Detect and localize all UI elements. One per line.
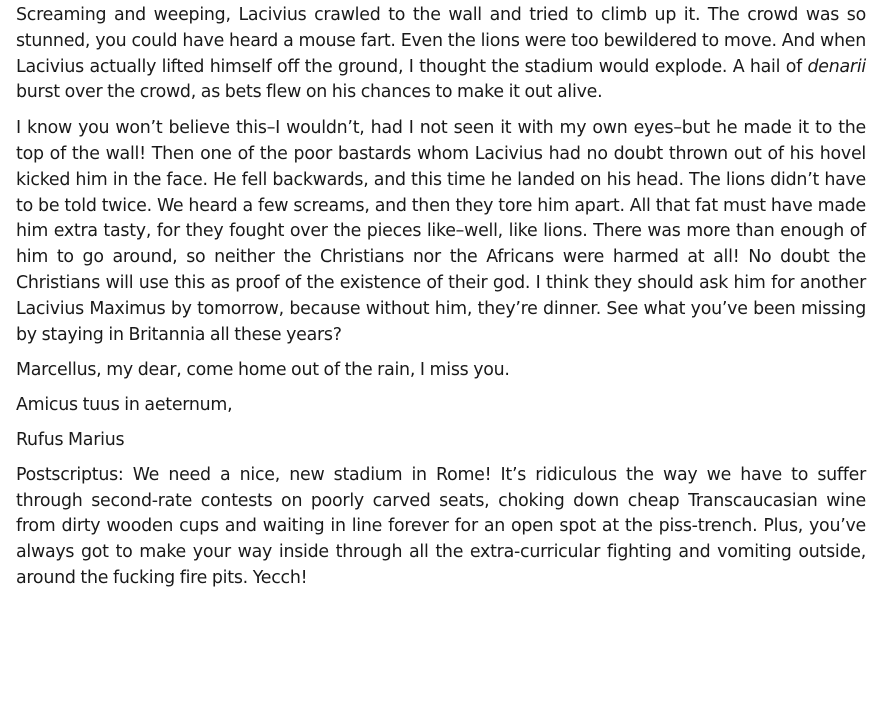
paragraph-lacivius-climb (16, 3, 866, 106)
paragraph-text: burst over the crowd, as bets flew on his chances to make it out alive. (16, 82, 603, 103)
signature: Rufus Marius (16, 429, 125, 450)
postscript: Postscriptus: We need a nice, new stadium in Rome! It’s ridiculous the way we have to suffer through second-rate contests on poorly carved seats, choking down cheap Transcaucasian wine from dirty wooden cups and waiting in line forever for an open spot at the piss-trench. Plus, you’ve always got to make your way inside through all the extra-curricular fighting and vomiting outside, around the fucking fire pits. Yecch! (16, 464, 866, 588)
paragraph-come-home: Marcellus, my dear, come home out of the rain, I miss you. (16, 360, 510, 381)
letter-page (16, 3, 866, 602)
closing-line: Amicus tuus in aeternum, (16, 395, 233, 416)
paragraph-lions: I know you won’t believe this–I wouldn’t, had I not seen it with my own eyes–but he made it to the top of the wall! Then one of the poor bastards whom Lacivius had no doubt thrown out of his hovel kicked him in the face. He fell backwards, and this time he landed on his head. The lions didn’t have to be told twice. We heard a few screams, and then they tore him apart. All that fat must have made him extra tasty, for they fought over the pieces like–well, like lions. There was more than enough of him to go around, so neither the Christians nor the Africans were harmed at all! No doubt the Christians will use this as proof of the existence of their god. I think they should ask him for another Lacivius Maximus by tomorrow, because without him, they’re dinner. See what you’ve been missing by staying in Britannia all these years? (16, 118, 866, 345)
paragraph-text: Screaming and weeping, Lacivius crawled to the wall and tried to climb up it. The crowd was so stunned, you could have heard a mouse fart. Even the lions were too bewildered to move. And when Lacivius actually lifted himself off the ground, I thought the stadium would explode. A hail of (16, 5, 866, 77)
italic-word-denarii: denarii (807, 56, 866, 77)
